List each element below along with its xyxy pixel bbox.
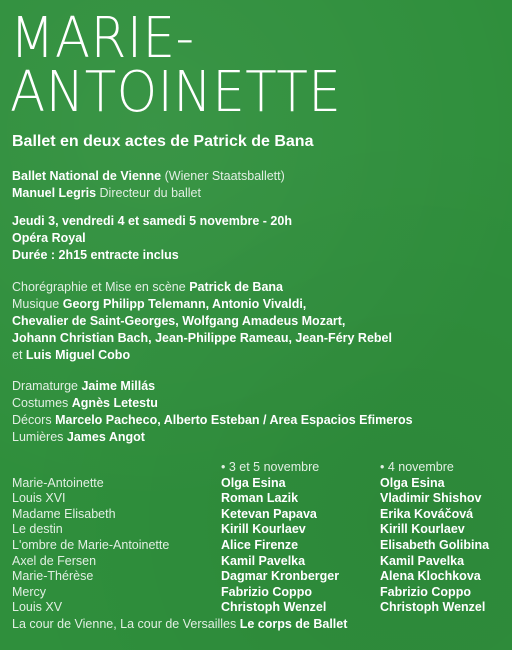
music-line-1: Georg Philipp Telemann, Antonio Vivaldi,: [62, 297, 307, 311]
cast-role: Mercy: [12, 584, 47, 599]
title-line-1: MARIE-: [10, 6, 195, 71]
cast-header-1: • 3 et 5 novembre: [221, 460, 320, 474]
company-block: [12, 168, 285, 201]
lumieres-name: James Angot: [66, 430, 145, 444]
cast-row: [12, 538, 512, 554]
cast-dancer-1: Ketevan Papava: [221, 506, 317, 521]
decors-label: Décors: [12, 413, 52, 427]
lumieres-label: Lumières: [12, 430, 64, 444]
cast-role: Louis XV: [12, 600, 63, 615]
title-line-2: ANTOINETTE: [10, 60, 342, 125]
subtitle: Ballet en deux actes de Patrick de Bana: [12, 133, 314, 150]
page-title: [10, 6, 342, 125]
credits-block: [12, 279, 392, 364]
cast-dancer-2: Christoph Wenzel: [380, 600, 486, 615]
cast-dancer-1: Kirill Kourlaev: [221, 522, 306, 537]
dates-block: [12, 213, 292, 264]
cast-header-row: [12, 460, 512, 476]
cast-row: [12, 600, 512, 616]
cast-dancer-2: Erika Kováčová: [380, 506, 474, 521]
cast-row: [12, 476, 512, 492]
cast-role: Marie-Antoinette: [12, 475, 104, 490]
cast-table: [12, 460, 512, 616]
cast-row: [12, 491, 512, 507]
decors-name: Marcelo Pacheco, Alberto Esteban / Area Espacios Efimeros: [55, 413, 413, 427]
dates-line: Jeudi 3, vendredi 4 et samedi 5 novembre - 20h: [12, 214, 292, 228]
corps-name: Le corps de Ballet: [239, 617, 348, 631]
cast-row: [12, 507, 512, 523]
director-name: Manuel Legris: [12, 185, 97, 200]
cast-dancer-2: Elisabeth Golibina: [380, 537, 490, 552]
cast-dancer-1: Christoph Wenzel: [221, 600, 327, 615]
team-block: [12, 378, 413, 446]
music-et: et: [12, 348, 23, 362]
cast-dancer-1: Fabrizio Coppo: [221, 584, 312, 599]
music-line-2: Chevalier de Saint-Georges, Wolfgang Amadeus Mozart,: [12, 314, 346, 328]
dramaturge-name: Jaime Millás: [81, 379, 156, 393]
cast-role: Louis XVI: [12, 491, 66, 506]
corps-label: La cour de Vienne, La cour de Versailles: [12, 617, 237, 631]
costumes-name: Agnès Letestu: [71, 396, 158, 410]
cast-dancer-2: Alena Klochkova: [380, 569, 481, 584]
cast-header-2: • 4 novembre: [380, 460, 454, 474]
music-line-4: Luis Miguel Cobo: [25, 348, 131, 362]
duration-line: Durée : 2h15 entracte inclus: [12, 248, 179, 262]
cast-dancer-1: Olga Esina: [221, 475, 286, 490]
corps-line: [12, 617, 347, 631]
director-role: Directeur du ballet: [99, 185, 201, 200]
cast-dancer-2: Kirill Kourlaev: [380, 522, 465, 537]
cast-row: [12, 554, 512, 570]
cast-role: Marie-Thérèse: [12, 569, 94, 584]
music-label: Musique: [12, 297, 60, 311]
cast-role: Axel de Fersen: [12, 553, 97, 568]
cast-dancer-2: Kamil Pavelka: [380, 553, 465, 568]
cast-row: [12, 569, 512, 585]
choreo-name: Patrick de Bana: [189, 280, 283, 294]
costumes-label: Costumes: [12, 396, 69, 410]
cast-dancer-1: Dagmar Kronberger: [221, 569, 340, 584]
venue-line: Opéra Royal: [12, 231, 86, 245]
cast-dancer-1: Kamil Pavelka: [221, 553, 306, 568]
cast-dancer-1: Roman Lazik: [221, 491, 299, 506]
cast-role: Le destin: [12, 522, 63, 537]
cast-dancer-2: Olga Esina: [380, 475, 445, 490]
music-line-3: Johann Christian Bach, Jean-Philippe Rameau, Jean-Féry Rebel: [12, 331, 392, 345]
choreo-label: Chorégraphie et Mise en scène: [12, 280, 186, 294]
company-name: Ballet National de Vienne: [12, 169, 162, 183]
cast-role: Madame Elisabeth: [12, 506, 116, 521]
cast-dancer-2: Vladimir Shishov: [380, 491, 482, 506]
cast-row: [12, 585, 512, 601]
cast-dancer-1: Alice Firenze: [221, 537, 299, 552]
cast-role: L'ombre de Marie-Antoinette: [12, 537, 170, 552]
dramaturge-label: Dramaturge: [12, 379, 78, 393]
company-note: (Wiener Staatsballett): [164, 169, 285, 183]
cast-dancer-2: Fabrizio Coppo: [380, 584, 471, 599]
cast-row: [12, 522, 512, 538]
